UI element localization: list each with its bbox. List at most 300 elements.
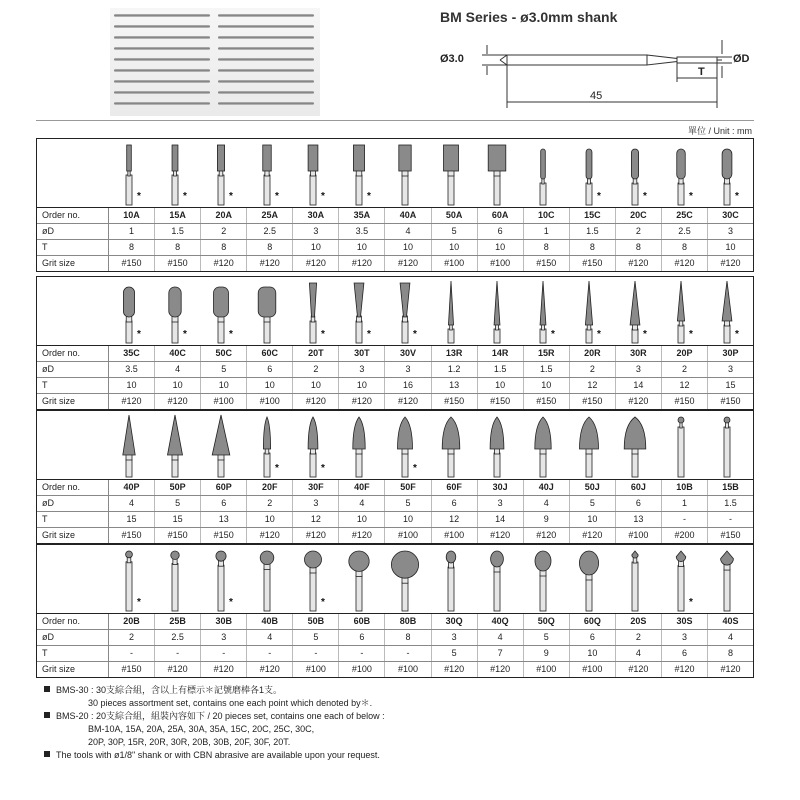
table-cell: #120 (339, 528, 385, 543)
set-marker-star: * (597, 329, 601, 340)
row-label: Order no. (37, 614, 109, 629)
table-cell: #150 (720, 530, 741, 540)
table-cell: 2 (570, 362, 616, 377)
tool-silhouette-icon (569, 139, 615, 207)
table-cell: 13R (432, 346, 478, 361)
dim-length-label: 45 (590, 90, 603, 102)
table-cell: 40Q (478, 614, 524, 629)
table-cell: 2.5 (247, 224, 293, 239)
tool-silhouette-icon (431, 411, 477, 479)
table-cell: 50F (385, 480, 431, 495)
table-cell: 10 (478, 240, 524, 255)
tool-silhouette-icon (293, 545, 339, 613)
tool-illustration (385, 277, 431, 345)
table-cell: 6 (247, 362, 293, 377)
tool-illustration (661, 411, 707, 479)
tool-silhouette-icon (523, 277, 569, 345)
tool-silhouette-icon (247, 139, 293, 207)
tool-illustration (293, 545, 339, 613)
table-cell: 2 (247, 496, 293, 511)
table-cell: 2 (201, 224, 247, 239)
tool-illustration (155, 277, 201, 345)
table-cell: #150 (524, 256, 570, 271)
photo-rod (218, 47, 314, 50)
bullet-square (44, 751, 50, 757)
table-cell: 1.5 (155, 224, 201, 239)
table-cell: 10A (109, 208, 155, 223)
table-cell: 10 (385, 512, 431, 527)
table-cell: 3.5 (109, 362, 155, 377)
tool-illustration (431, 545, 477, 613)
table-cell: 1 (109, 224, 155, 239)
table-cell: 15 (155, 512, 201, 527)
table-cell: 8 (109, 240, 155, 255)
table-row-od (37, 224, 753, 240)
table-cell: 10B (662, 480, 708, 495)
tool-illustration (523, 277, 569, 345)
table-cell: 14 (478, 512, 524, 527)
table-cell: 6 (662, 646, 708, 661)
table-cell: #100 (432, 256, 478, 271)
tool-illustration (247, 139, 293, 207)
tool-silhouette-icon (155, 411, 201, 479)
set-marker-star: * (689, 191, 693, 202)
table-cell: #120 (109, 394, 155, 409)
table-cell: 8 (155, 240, 201, 255)
set-marker-star: * (643, 191, 647, 202)
footer-note: The tools with ø1/8" shank or with CBN abrasive are available upon your request. (56, 750, 380, 760)
table-cell: 30T (339, 346, 385, 361)
table-cell: 4 (339, 496, 385, 511)
table-cell: 2 (109, 630, 155, 645)
tool-illustration (155, 545, 201, 613)
tool-illustration (247, 277, 293, 345)
table-row-order (37, 480, 753, 496)
tool-illustration (339, 411, 385, 479)
tool-illustration (661, 545, 707, 613)
label-spacer (37, 277, 109, 345)
table-cell: - (201, 646, 247, 661)
table-cell: 30R (616, 346, 662, 361)
table-cell: 4 (616, 646, 662, 661)
table-cell: 1.5 (524, 362, 570, 377)
tool-silhouette-icon (661, 411, 707, 479)
bullet-square (44, 686, 50, 692)
table-cell: #150 (432, 394, 478, 409)
tool-silhouette-icon (707, 277, 753, 345)
tool-illustration (431, 139, 477, 207)
table-cell: 40C (155, 346, 201, 361)
set-marker-star: * (689, 597, 693, 608)
tool-illustration (385, 411, 431, 479)
set-marker-star: * (643, 329, 647, 340)
table-cell: #120 (293, 528, 339, 543)
photo-rod (114, 47, 210, 50)
product-photo (110, 8, 320, 116)
spec-table-1 (36, 138, 754, 272)
table-cell: 2.5 (662, 224, 708, 239)
tool-illustration (707, 545, 753, 613)
tool-illustration (569, 277, 615, 345)
table-cell: 4 (478, 630, 524, 645)
tool-silhouette-icon (569, 411, 615, 479)
table-cell: 10 (725, 242, 736, 252)
table-cell: 60F (432, 480, 478, 495)
table-cell: 1.5 (570, 224, 616, 239)
table-cell: #120 (616, 394, 662, 409)
table-cell: 9 (524, 646, 570, 661)
tool-illustration (707, 277, 753, 345)
table-cell: 13 (432, 378, 478, 393)
table-cell: #150 (201, 528, 247, 543)
table-cell: 2 (616, 224, 662, 239)
tool-silhouette-icon (385, 411, 431, 479)
table-cell: 8 (524, 240, 570, 255)
table-cell: 2.5 (155, 630, 201, 645)
table-cell: 10 (570, 646, 616, 661)
tool-silhouette-icon (707, 139, 753, 207)
table-cell: #120 (247, 662, 293, 677)
table-cell: 20F (247, 480, 293, 495)
table-cell: #150 (109, 256, 155, 271)
photo-rod (114, 58, 210, 61)
row-label: Order no. (37, 480, 109, 495)
table-cell: 10 (339, 378, 385, 393)
tool-illustration (661, 277, 707, 345)
tool-silhouette-icon (155, 277, 201, 345)
table-cell: #120 (385, 394, 431, 409)
bms20-label: BMS-20 : (56, 711, 94, 721)
photo-rod (114, 25, 210, 28)
table-cell: #120 (478, 528, 524, 543)
tool-illustration (523, 139, 569, 207)
row-label: T (37, 240, 109, 255)
tool-illustration (201, 277, 247, 345)
table-cell: 20C (616, 208, 662, 223)
table-cell: 40B (247, 614, 293, 629)
photo-rod (218, 80, 314, 83)
tool-silhouette-icon (247, 411, 293, 479)
tool-silhouette-icon (293, 411, 339, 479)
table-cell: #100 (385, 528, 431, 543)
table-cell: 5 (570, 496, 616, 511)
tool-illustration (339, 139, 385, 207)
table-cell: 8 (616, 240, 662, 255)
tool-illustration-row (37, 411, 753, 480)
set-marker-star: * (183, 191, 187, 202)
table-cell: 12 (662, 378, 708, 393)
set-marker-star: * (689, 329, 693, 340)
table-cell: 30C (722, 210, 739, 220)
photo-rod (218, 25, 314, 28)
bms20-list-2: 20P, 30P, 15R, 20R, 30R, 20B, 30B, 20F, 30F, 20T. (88, 737, 291, 747)
table-cell: 3 (201, 630, 247, 645)
table-row-order (37, 346, 753, 362)
table-cell: 10 (247, 378, 293, 393)
table-row-order (37, 614, 753, 630)
table-cell: 40S (722, 616, 739, 626)
tool-illustration-row (37, 277, 753, 346)
tool-silhouette-icon (431, 277, 477, 345)
table-cell: #100 (570, 662, 616, 677)
table-cell: 10 (385, 240, 431, 255)
table-cell: 10 (155, 378, 201, 393)
table-cell: #150 (524, 394, 570, 409)
table-cell: #120 (155, 662, 201, 677)
tool-illustration (615, 545, 661, 613)
bms30-zh: 30支綜合組，含以上有標示＊記號磨棒各1支。 (96, 685, 283, 695)
table-cell: 4 (728, 632, 734, 642)
tool-silhouette-icon (339, 139, 385, 207)
set-marker-star: * (229, 329, 233, 340)
table-cell: 60A (478, 208, 524, 223)
table-cell: #120 (662, 256, 708, 271)
table-cell: 6 (339, 630, 385, 645)
table-cell: 5 (385, 496, 431, 511)
tool-silhouette-icon (523, 411, 569, 479)
set-marker-star: * (183, 329, 187, 340)
table-cell: 6 (616, 496, 662, 511)
tool-illustration (201, 545, 247, 613)
table-cell: #120 (616, 662, 662, 677)
table-cell: 7 (478, 646, 524, 661)
row-label: Grit size (37, 528, 109, 543)
tool-silhouette-icon (615, 277, 661, 345)
table-cell: #120 (432, 662, 478, 677)
table-cell: 13 (616, 512, 662, 527)
tool-illustration (201, 139, 247, 207)
table-cell: 8 (728, 648, 734, 658)
table-cell: 40J (524, 480, 570, 495)
row-label: øD (37, 362, 109, 377)
table-cell: 20R (570, 346, 616, 361)
table-cell: - (109, 646, 155, 661)
set-marker-star: * (229, 191, 233, 202)
photo-rod (218, 14, 314, 17)
table-cell: 50A (432, 208, 478, 223)
tool-illustration (339, 277, 385, 345)
tool-illustration (431, 411, 477, 479)
tool-silhouette-icon (431, 545, 477, 613)
set-marker-star: * (321, 597, 325, 608)
table-cell: #100 (432, 528, 478, 543)
tool-illustration (523, 411, 569, 479)
table-cell: 15A (155, 208, 201, 223)
table-cell: #150 (570, 256, 616, 271)
table-cell: 2 (662, 362, 708, 377)
tool-illustration (523, 545, 569, 613)
table-cell: #100 (478, 256, 524, 271)
tool-silhouette-icon (247, 277, 293, 345)
table-cell: 10 (339, 512, 385, 527)
table-cell: #100 (247, 394, 293, 409)
tool-silhouette-icon (569, 277, 615, 345)
set-marker-star: * (413, 329, 417, 340)
table-cell: 3 (616, 362, 662, 377)
tool-silhouette-icon (615, 545, 661, 613)
table-cell: #120 (247, 528, 293, 543)
table-cell: 30F (293, 480, 339, 495)
bms20-intro: 20支綜合組，組裝內容如下 / 20 pieces set, contains one each of below : (96, 711, 385, 721)
tool-illustration (477, 411, 523, 479)
table-cell: 25A (247, 208, 293, 223)
bms20-list-1: BM-10A, 15A, 20A, 25A, 30A, 35A, 15C, 20C, 25C, 30C, (88, 724, 315, 734)
table-cell: 50J (570, 480, 616, 495)
tool-illustration (247, 411, 293, 479)
table-cell: 12 (570, 378, 616, 393)
table-cell: 4 (247, 630, 293, 645)
table-cell: 5 (293, 630, 339, 645)
table-cell: 12 (432, 512, 478, 527)
tool-silhouette-icon (707, 411, 753, 479)
table-row-od (37, 362, 753, 378)
photo-rod (218, 36, 314, 39)
table-cell: #120 (339, 256, 385, 271)
unit-label: 單位 / Unit : mm (687, 126, 752, 136)
table-row-t (37, 378, 753, 394)
table-cell: #100 (339, 662, 385, 677)
table-cell: 60J (616, 480, 662, 495)
table-cell: #150 (662, 394, 708, 409)
table-cell: 13 (201, 512, 247, 527)
bullet-square (44, 712, 50, 718)
table-cell: 2 (616, 630, 662, 645)
set-marker-star: * (275, 463, 279, 474)
set-marker-star: * (413, 463, 417, 474)
tool-silhouette-icon (523, 139, 569, 207)
tool-illustration (615, 139, 661, 207)
tool-illustration-row (37, 139, 753, 208)
row-label: T (37, 512, 109, 527)
set-marker-star: * (229, 597, 233, 608)
tool-illustration (109, 545, 155, 613)
photo-rod (114, 80, 210, 83)
tool-illustration (155, 139, 201, 207)
label-spacer (37, 545, 109, 613)
tool-silhouette-icon (477, 411, 523, 479)
table-cell: #120 (293, 256, 339, 271)
row-label: øD (37, 224, 109, 239)
table-cell: #150 (570, 394, 616, 409)
table-cell: - (385, 646, 431, 661)
photo-rod (114, 14, 210, 17)
photo-rod (114, 102, 210, 105)
table-cell: 5 (524, 630, 570, 645)
tool-silhouette-icon (707, 545, 753, 613)
table-cell: 6 (201, 496, 247, 511)
table-cell: 4 (385, 224, 431, 239)
table-row-t (37, 240, 753, 256)
table-cell: 5 (432, 224, 478, 239)
tool-silhouette-icon (293, 139, 339, 207)
table-row-t (37, 512, 753, 528)
table-cell: 12 (293, 512, 339, 527)
tool-silhouette-icon (477, 277, 523, 345)
table-cell: 16 (385, 378, 431, 393)
table-row-grit (37, 394, 753, 409)
table-cell: 14 (616, 378, 662, 393)
table-cell: 40F (339, 480, 385, 495)
set-marker-star: * (321, 463, 325, 474)
table-cell: #120 (201, 256, 247, 271)
table-cell: 30P (722, 348, 739, 358)
tool-silhouette-icon (109, 277, 155, 345)
tool-silhouette-icon (385, 545, 431, 613)
table-cell: 50B (293, 614, 339, 629)
table-cell: #120 (720, 664, 741, 674)
table-row-grit (37, 662, 753, 677)
table-cell: 5 (201, 362, 247, 377)
tool-illustration (477, 139, 523, 207)
set-marker-star: * (735, 191, 739, 202)
tool-silhouette-icon (569, 545, 615, 613)
table-cell: #120 (385, 256, 431, 271)
tool-illustration (615, 277, 661, 345)
row-label: T (37, 646, 109, 661)
table-cell: 15R (524, 346, 570, 361)
photo-rod (218, 102, 314, 105)
set-marker-star: * (735, 329, 739, 340)
series-title: BM Series - ø3.0mm shank (440, 9, 618, 25)
set-marker-star: * (137, 191, 141, 202)
table-cell: 20S (616, 614, 662, 629)
table-cell: 3 (728, 226, 734, 236)
table-cell: 10 (109, 378, 155, 393)
tool-illustration (615, 411, 661, 479)
table-cell: 15B (722, 482, 739, 492)
set-marker-star: * (367, 329, 371, 340)
photo-rod (218, 91, 314, 94)
tool-silhouette-icon (201, 411, 247, 479)
table-cell: 30S (662, 614, 708, 629)
header-rule (36, 120, 754, 121)
tool-silhouette-icon (155, 545, 201, 613)
tool-silhouette-icon (615, 139, 661, 207)
tool-silhouette-icon (339, 277, 385, 345)
table-row-order (37, 208, 753, 224)
tool-illustration (109, 277, 155, 345)
table-cell: 3 (339, 362, 385, 377)
table-cell: 25C (662, 208, 708, 223)
tool-illustration (339, 545, 385, 613)
table-cell: 4 (155, 362, 201, 377)
tool-silhouette-icon (109, 139, 155, 207)
table-cell: 1.5 (478, 362, 524, 377)
tool-silhouette-icon (385, 277, 431, 345)
table-cell: 80B (385, 614, 431, 629)
dim-tip-label: ØD (733, 53, 750, 65)
table-cell: 60C (247, 346, 293, 361)
set-marker-star: * (367, 191, 371, 202)
tool-silhouette-icon (201, 139, 247, 207)
tool-illustration (109, 411, 155, 479)
table-cell: #120 (293, 394, 339, 409)
table-cell: 3 (662, 630, 708, 645)
table-cell: #150 (109, 528, 155, 543)
table-cell: 5 (432, 646, 478, 661)
tool-illustration (201, 411, 247, 479)
row-label: Order no. (37, 346, 109, 361)
table-cell: #150 (155, 528, 201, 543)
table-cell: 30A (293, 208, 339, 223)
table-cell: 60Q (570, 614, 616, 629)
tool-illustration (569, 139, 615, 207)
spec-table-2 (36, 276, 754, 410)
table-cell: #200 (662, 528, 708, 543)
tool-illustration (477, 545, 523, 613)
table-cell: 30Q (432, 614, 478, 629)
tool-silhouette-icon (293, 277, 339, 345)
